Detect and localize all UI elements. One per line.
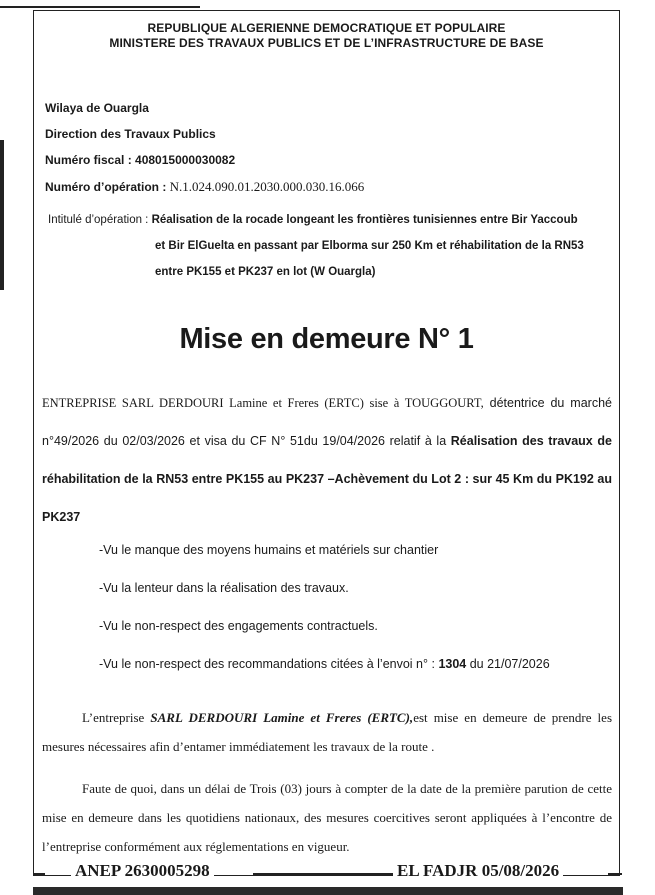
envoi-number: 1304 — [438, 657, 467, 671]
fiscal-value: 408015000030082 — [135, 153, 236, 167]
wilaya: Wilaya de Ouargla — [45, 101, 149, 115]
bottom-band — [33, 887, 623, 895]
operation-title — [48, 207, 620, 285]
vu-item-4 — [99, 657, 550, 671]
paragraph-injunction — [42, 703, 612, 761]
footer-rule-left — [33, 873, 45, 875]
header-ministry: MINISTERE DES TRAVAUX PUBLICS ET DE L’INFRASTRUCTURE DE BASE — [109, 36, 544, 50]
direction: Direction des Travaux Publics — [45, 127, 216, 141]
intitule-label: Intitulé d’opération : — [48, 214, 152, 226]
footer-rule-right — [608, 873, 622, 875]
anep-reference: ANEP 2630005298 — [71, 861, 214, 881]
operation-number — [45, 179, 364, 195]
operation-value: N.1.024.090.01.2030.000.030.16.066 — [169, 179, 365, 194]
envoi-date: du 21/07/2026 — [466, 657, 550, 671]
injunction-start: L’entreprise — [82, 710, 151, 725]
intitule-line3: entre PK155 et PK237 en lot (W Ouargla) — [155, 266, 376, 278]
operation-label: Numéro d’opération : — [45, 180, 170, 194]
page-edge-fragment — [0, 0, 200, 8]
injunction-rest: est mise en demeure de prendre les mesures nécessaires afin d’entamer immédiatement les travaux de la route . — [42, 710, 613, 754]
paragraph-penalty — [42, 774, 612, 861]
fiscal-label: Numéro fiscal : — [45, 153, 136, 167]
contract-details: détentrice du marché n°49/2026 du 02/03/2026 et visa du CF N° 51du 19/04/2026 relatif à la — [42, 396, 612, 448]
contractor-name: ENTREPRISE SARL DERDOURI Lamine et Freres (ERTC) sise à TOUGGOURT, — [42, 396, 484, 410]
journal-reference: EL FADJR 05/08/2026 — [393, 861, 563, 881]
vu-item-3: -Vu le non-respect des engagements contractuels. — [99, 619, 378, 633]
header — [34, 21, 619, 51]
injunction-company: SARL DERDOURI Lamine et Freres (ERTC), — [150, 710, 414, 725]
intitule-line1: Réalisation de la rocade longeant les frontières tunisiennes entre Bir Yaccoub — [151, 214, 578, 226]
header-republic: REPUBLIQUE ALGERIENNE DEMOCRATIQUE ET POPULAIRE — [147, 21, 506, 35]
penalty-text: Faute de quoi, dans un délai de Trois (03) jours à compter de la date de la première parution de cette mise en demeure dans les quotidiens nationaux, des mesures coercitives seront appliquées à l’encontre de l’entreprise conformément aux réglementations en vigueur. — [42, 781, 612, 854]
footer — [33, 858, 620, 888]
vu-item-2: -Vu la lenteur dans la réalisation des travaux. — [99, 581, 349, 595]
notice-title: Mise en demeure N° 1 — [179, 323, 474, 355]
notice-frame — [33, 10, 620, 876]
project-description: Réalisation des travaux de réhabilitation de la RN53 entre PK155 au PK237 –Achèvement du Lot 2 : sur 45 Km du PK192 au PK237 — [42, 434, 612, 524]
footer-rule-middle — [253, 873, 393, 875]
left-margin-bar — [0, 140, 4, 290]
vu-item-4-text: -Vu le non-respect des recommandations citées à l’envoi n° : — [99, 657, 439, 671]
vu-item-1: -Vu le manque des moyens humains et matériels sur chantier — [99, 543, 439, 557]
paragraph-contract — [42, 384, 612, 536]
fiscal-number — [45, 153, 235, 167]
intitule-line2: et Bir ElGuelta en passant par Elborma sur 250 Km et réhabilitation de la RN53 — [155, 240, 584, 252]
